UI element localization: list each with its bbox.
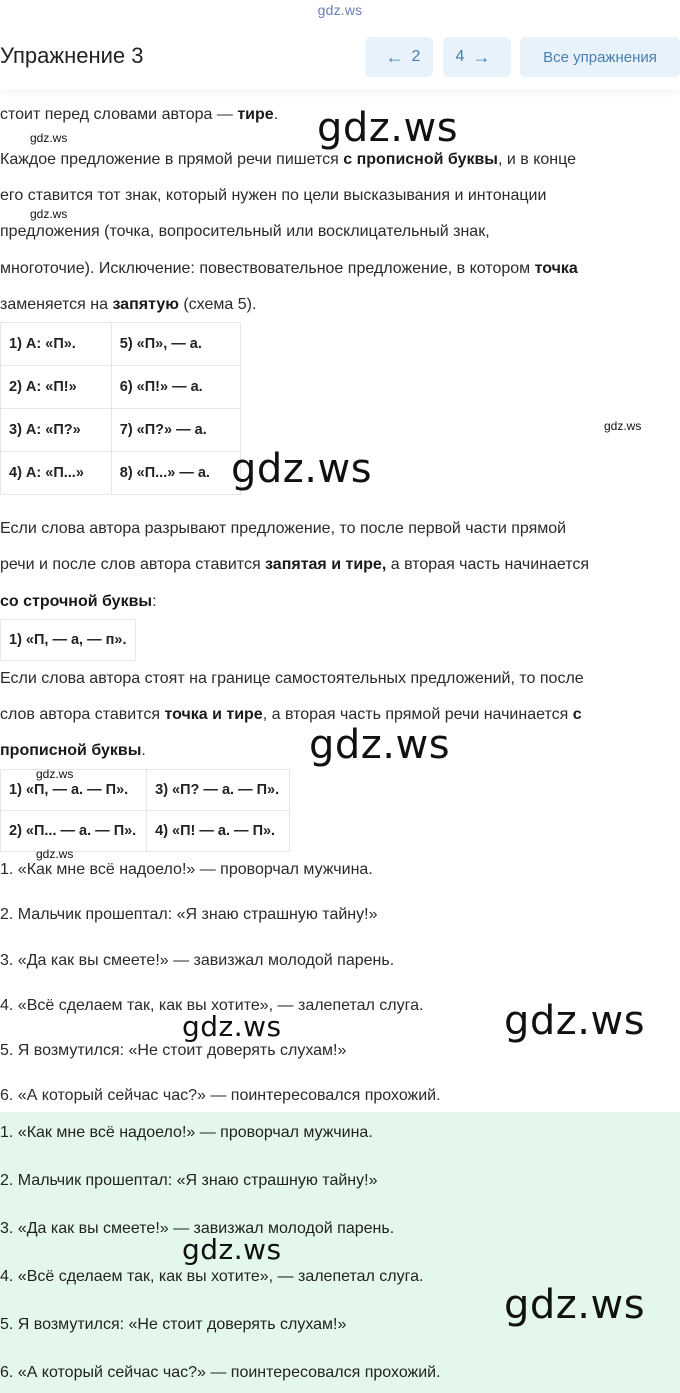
schema-cell: 8) «П...» — а. xyxy=(111,452,240,495)
schema-cell: 7) «П?» — а. xyxy=(111,409,240,452)
next-exercise-button[interactable] xyxy=(443,37,511,77)
exercise-sentence: 1. «Как мне всё надоело!» — проворчал мужчина. xyxy=(0,861,373,878)
text-line: со строчной буквы: xyxy=(0,593,157,610)
exercise-sentence: 2. Мальчик прошептал: «Я знаю страшную тайну!» xyxy=(0,906,378,923)
exercise-sentence: 6. «А который сейчас час?» — поинтересовался прохожий. xyxy=(0,1087,441,1104)
prev-exercise-button[interactable] xyxy=(365,37,433,77)
watermark-small: gdz.ws xyxy=(604,419,642,433)
answer-sentence: 2. Мальчик прошептал: «Я знаю страшную тайну!» xyxy=(0,1172,378,1189)
schema-cell: 1) «П, — а. — П». xyxy=(1,770,147,811)
text-line: слов автора ставится точка и тире, а вторая часть прямой речи начинается с xyxy=(0,706,582,723)
text-line: речи и после слов автора ставится запятая и тире, а вторая часть начинается xyxy=(0,556,590,573)
all-exercises-button[interactable]: Все упражнения xyxy=(520,37,680,77)
watermark-large: gdz.ws xyxy=(231,446,373,492)
watermark-medium: gdz.ws xyxy=(182,1010,282,1043)
schema-cell: 1) «П, — а, — п». xyxy=(1,620,136,661)
exercise-sentence: 4. «Всё сделаем так, как вы хотите», — залепетал слуга. xyxy=(0,997,424,1014)
site-logo-text[interactable]: gdz.ws xyxy=(317,2,363,18)
schema-cell: 4) «П! — а. — П». xyxy=(147,811,290,852)
schema-cell: 5) «П», — а. xyxy=(111,323,240,366)
schema-cell: 2) А: «П!» xyxy=(1,366,112,409)
answer-block xyxy=(0,1112,680,1393)
answer-sentence: 6. «А который сейчас час?» — поинтересовался прохожий. xyxy=(0,1364,441,1381)
page-title: Упражнение 3 xyxy=(0,43,144,68)
watermark-medium: gdz.ws xyxy=(182,1233,282,1266)
watermark-small: gdz.ws xyxy=(36,767,74,781)
schema-cell: 3) А: «П?» xyxy=(1,409,112,452)
arrow-right-icon: → xyxy=(472,46,491,67)
text-line: прописной буквы. xyxy=(0,742,146,759)
schema-cell: 4) А: «П...» xyxy=(1,452,112,495)
arrow-left-icon: ← xyxy=(385,46,404,67)
text-line: заменяется на запятую (схема 5). xyxy=(0,296,257,313)
answer-sentence: 5. Я возмутился: «Не стоит доверять слухам!» xyxy=(0,1316,347,1333)
next-exercise-label: 4 xyxy=(455,48,465,65)
text-line: стоит перед словами автора — тире. xyxy=(0,106,279,123)
schema-table-3 xyxy=(0,769,290,852)
watermark-small: gdz.ws xyxy=(36,847,74,861)
answer-sentence: 1. «Как мне всё надоело!» — проворчал мужчина. xyxy=(0,1124,373,1141)
watermark-large: gdz.ws xyxy=(504,1282,646,1328)
schema-table-1 xyxy=(0,322,241,495)
text-line: Если слова автора стоят на границе самостоятельных предложений, то после xyxy=(0,670,584,687)
watermark-small: gdz.ws xyxy=(30,131,68,145)
watermark-large: gdz.ws xyxy=(504,998,646,1044)
watermark-small: gdz.ws xyxy=(30,207,68,221)
text-line: его ставится тот знак, который нужен по цели высказывания и интонации xyxy=(0,187,547,204)
watermark-large: gdz.ws xyxy=(317,105,459,151)
schema-cell: 6) «П!» — а. xyxy=(111,366,240,409)
text-line: Каждое предложение в прямой речи пишется с прописной буквы, и в конце xyxy=(0,151,576,168)
schema-cell: 3) «П? — а. — П». xyxy=(147,770,290,811)
text-line: многоточие). Исключение: повествовательное предложение, в котором точка xyxy=(0,260,578,277)
text-line: Если слова автора разрывают предложение, то после первой части прямой xyxy=(0,520,567,537)
schema-table-2 xyxy=(0,619,136,661)
exercise-sentence: 5. Я возмутился: «Не стоит доверять слухам!» xyxy=(0,1042,347,1059)
answer-sentence: 4. «Всё сделаем так, как вы хотите», — залепетал слуга. xyxy=(0,1268,424,1285)
exercise-sentence: 3. «Да как вы смеете!» — завизжал молодой парень. xyxy=(0,952,395,969)
watermark-large: gdz.ws xyxy=(309,722,451,768)
answer-sentence: 3. «Да как вы смеете!» — завизжал молодой парень. xyxy=(0,1220,395,1237)
schema-cell: 2) «П... — а. — П». xyxy=(1,811,147,852)
text-line: предложения (точка, вопросительный или восклицательный знак, xyxy=(0,223,490,240)
schema-cell: 1) А: «П». xyxy=(1,323,112,366)
prev-exercise-label: 2 xyxy=(411,48,421,65)
